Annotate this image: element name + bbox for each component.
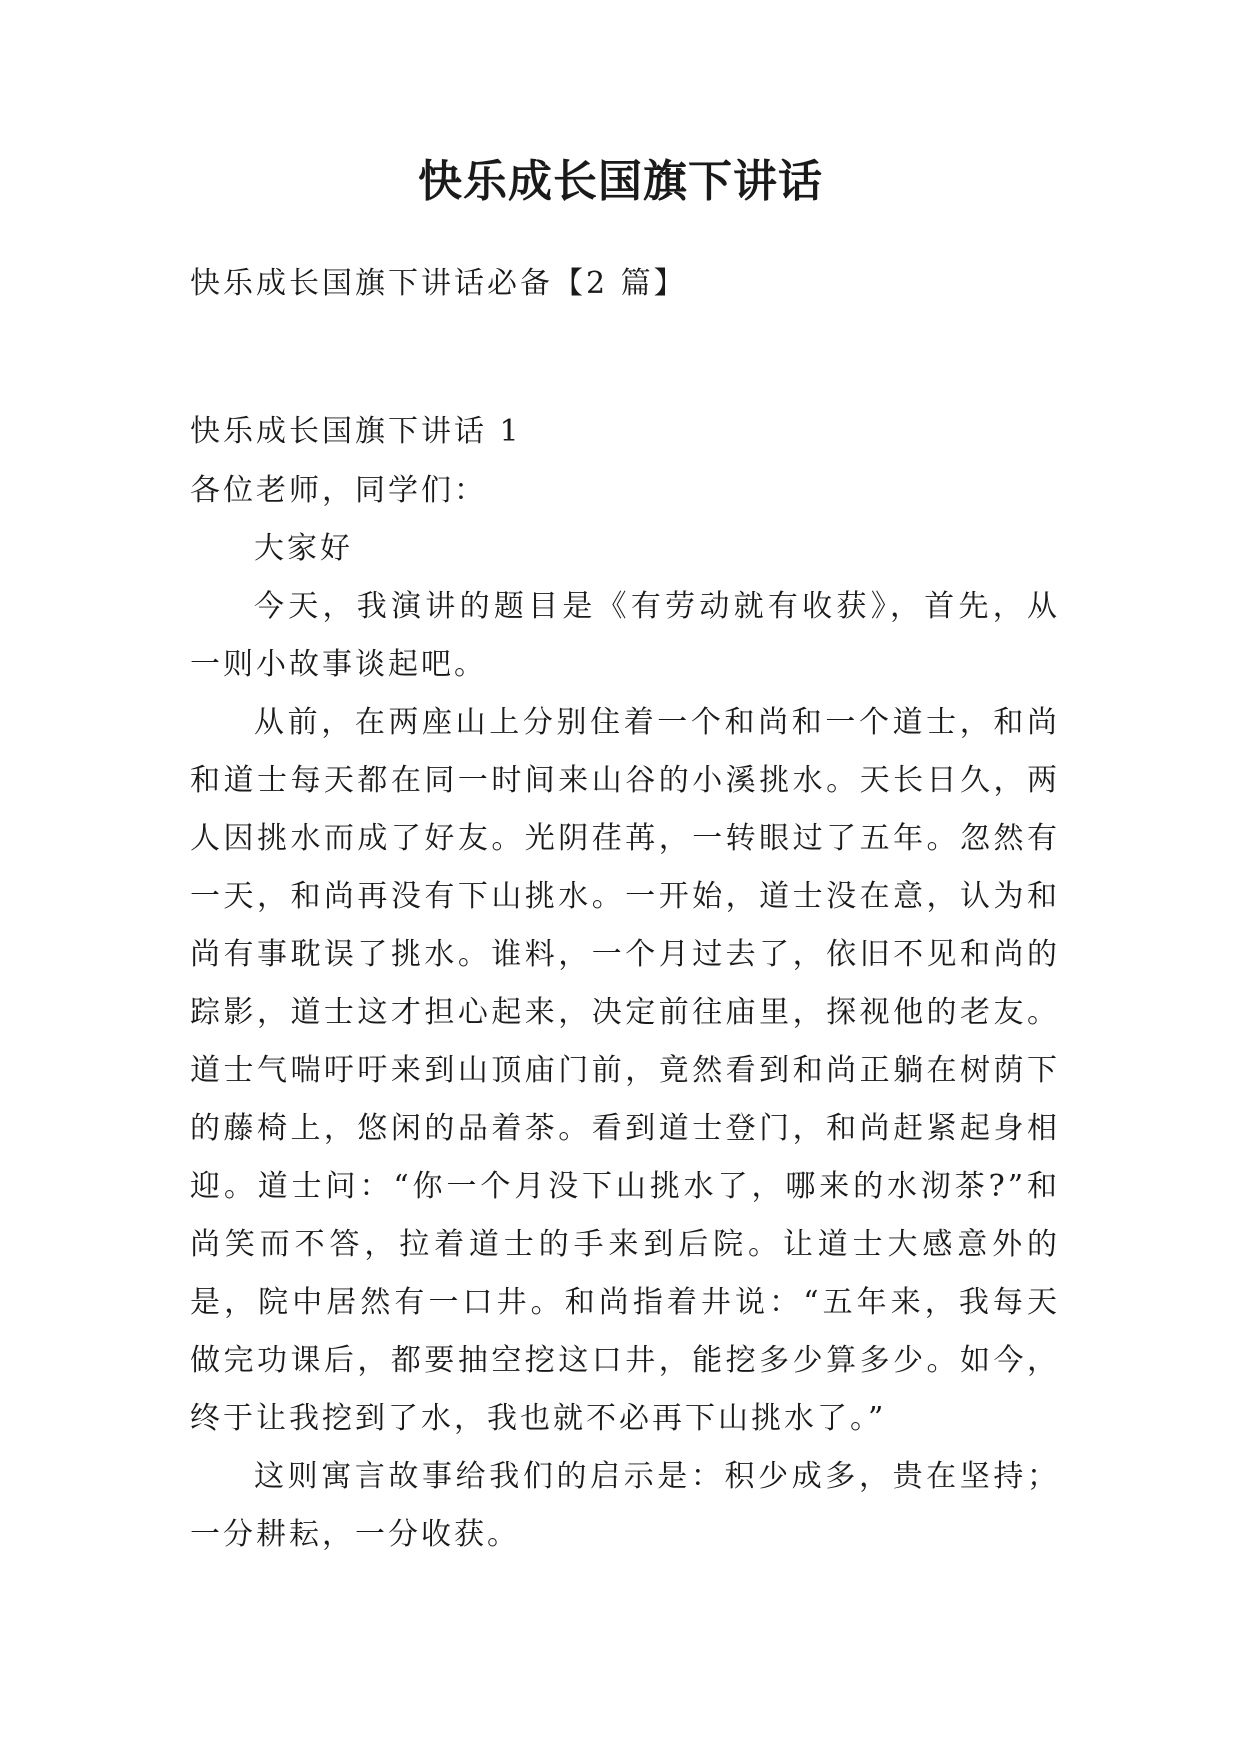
paragraph-story: 从前，在两座山上分别住着一个和尚和一个道士，和尚和道士每天都在同一时间来山谷的小溪挑水。天长日久，两人因挑水而成了好友。光阴荏苒，一转眼过了五年。忽然有一天，和尚再没有下山挑水。一开始，道士没在意，认为和尚有事耽误了挑水。谁料，一个月过去了，依旧不见和尚的踪影，道士这才担心起来，决定前往庙里，探视他的老友。道士气喘吁吁来到山顶庙门前，竟然看到和尚正躺在树荫下的藤椅上，悠闲的品着茶。看到道士登门，和尚赶紧起身相迎。道士问：“你一个月没下山挑水了，哪来的水沏茶?”和尚笑而不答，拉着道士的手来到后院。让道士大感意外的是，院中居然有一口井。和尚指着井说：“五年来，我每天做完功课后，都要抽空挖这口井，能挖多少算多少。如今，终于让我挖到了水，我也就不必再下山挑水了。” — [190, 705, 1060, 1436]
document-title: 快乐成长国旗下讲话 — [418, 156, 823, 207]
document-subtitle: 快乐成长国旗下讲话必备【2 篇】 — [190, 266, 687, 301]
speech-body — [190, 578, 1060, 1564]
greeting: 各位老师，同学们： — [190, 473, 487, 508]
hello-line: 大家好 — [254, 531, 353, 566]
paragraph-intro: 今天，我演讲的题目是《有劳动就有收获》，首先，从一则小故事谈起吧。 — [190, 589, 1060, 682]
section-title: 快乐成长国旗下讲话 1 — [190, 414, 522, 449]
paragraph-moral: 这则寓言故事给我们的启示是：积少成多，贵在坚持；一分耕耘，一分收获。 — [190, 1459, 1060, 1552]
